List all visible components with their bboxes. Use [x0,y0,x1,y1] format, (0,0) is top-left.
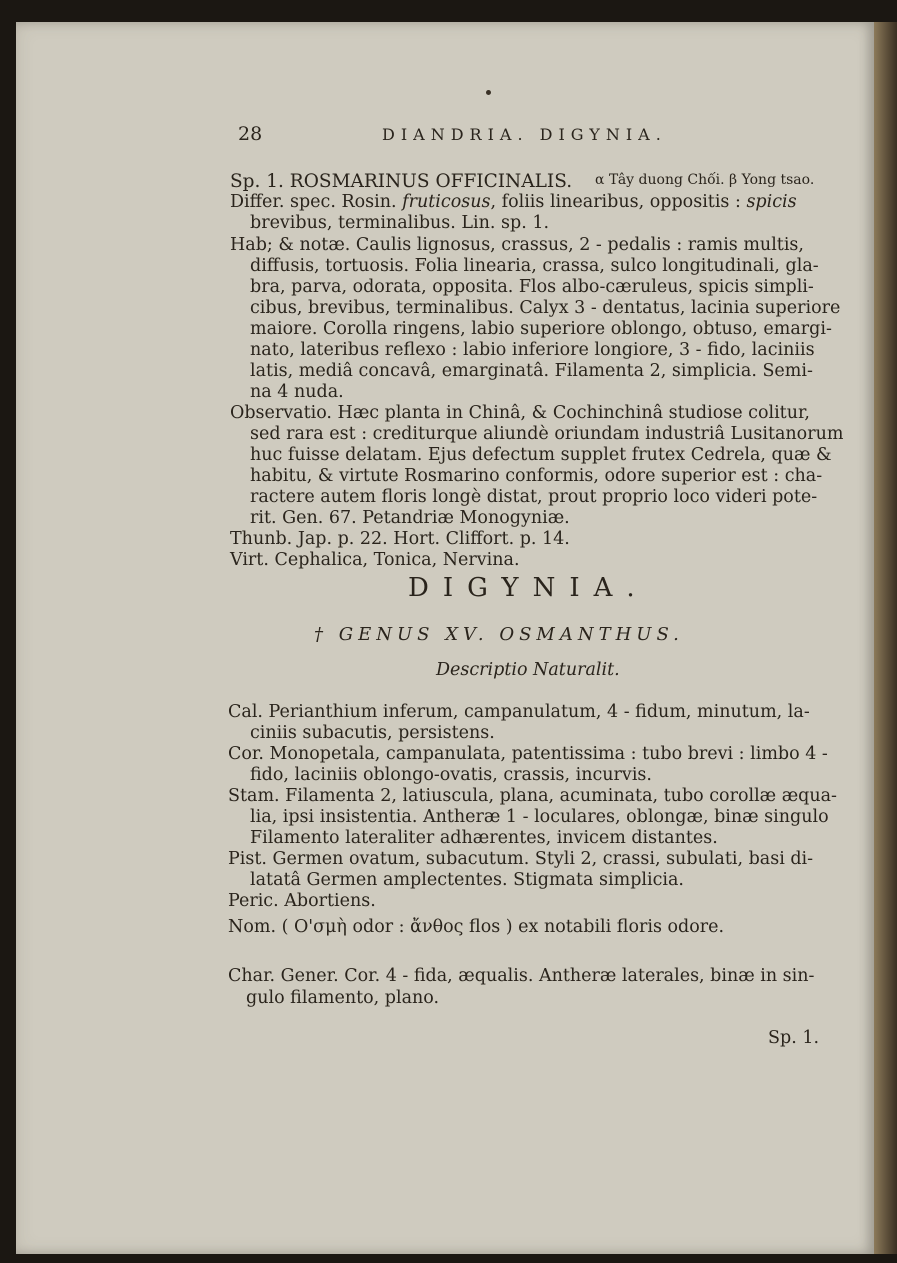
running-title: DIANDRIA. DIGYNIA. [382,125,667,144]
obs-line: habitu, & virtute Rosmarino conformis, odore superior est : cha- [250,466,823,486]
differ-line-2: brevibus, terminalibus. Lin. sp. 1. [250,213,550,233]
description-line: ciniis subacutis, persistens. [250,723,495,743]
thunb-reference: Thunb. Jap. p. 22. Hort. Cliffort. p. 14. [230,529,570,549]
ink-dot [486,90,491,95]
genus-heading: † GENUS XV. OSMANTHUS. [314,624,684,645]
hab-line: na 4 nuda. [250,382,344,402]
obs-line: Observatio. Hæc planta in Chinâ, & Cochinchinâ studiose colitur, [230,403,810,423]
hab-line: nato, lateribus reflexo : labio inferiore longiore, 3 - fido, laciniis [250,340,815,360]
catchword: Sp. 1. [768,1028,820,1048]
obs-line: ractere autem floris longè distat, prout proprio loco videri pote- [250,487,818,507]
hab-line: Hab; & notæ. Caulis lignosus, crassus, 2 - pedalis : ramis multis, [230,235,804,255]
description-line: Cor. Monopetala, campanulata, patentissima : tubo brevi : limbo 4 - [228,744,828,764]
description-line: Filamento lateraliter adhærentes, invicem distantes. [250,828,718,848]
description-line: Pist. Germen ovatum, subacutum. Styli 2, crassi, subulati, basi di- [228,849,814,869]
description-line: Cal. Perianthium inferum, campanulatum, 4 - fidum, minutum, la- [228,702,810,722]
obs-line: rit. Gen. 67. Petandriæ Monogyniæ. [250,508,570,528]
hab-line: bra, parva, odorata, opposita. Flos albo-cæruleus, spicis simpli- [250,277,814,297]
page-edge [874,22,897,1254]
description-line: lia, ipsi insistentia. Antheræ 1 - loculares, oblongæ, binæ singulo [250,807,829,827]
page-number: 28 [238,123,263,145]
character-line: gulo filamento, plano. [246,988,440,1008]
description-line: Stam. Filamenta 2, latiuscula, plana, acuminata, tubo corollæ æqua- [228,786,837,806]
description-heading: Descriptio Naturalit. [436,660,620,680]
hab-line: latis, mediâ concavâ, emarginatâ. Filamenta 2, simplicia. Semi- [250,361,813,381]
description-line: Nom. ( Ο'σμὴ odor : ἄνθος flos ) ex notabili floris odore. [228,917,725,937]
hab-line: diffusis, tortuosis. Folia linearia, crassa, sulco longitudinali, gla- [250,256,819,276]
obs-line: sed rara est : crediturque aliundè oriundam industriâ Lusitanorum [250,424,844,444]
hab-line: cibus, brevibus, terminalibus. Calyx 3 - dentatus, lacinia superiore [250,298,841,318]
section-title: DIGYNIA. [408,573,649,603]
description-line: Peric. Abortiens. [228,891,376,911]
differ-line: Differ. spec. Rosin. fruticosus, foliis linearibus, oppositis : spicis [230,192,797,212]
character-line: Char. Gener. Cor. 4 - fida, æqualis. Antheræ laterales, binæ in sin- [228,966,815,986]
description-line: fido, laciniis oblongo-ovatis, crassis, incurvis. [250,765,652,785]
species-title: Sp. 1. ROSMARINUS OFFICINALIS. [230,171,573,192]
description-line: latatâ Germen amplectentes. Stigmata simplicia. [250,870,684,890]
vernacular-names: α Tây duong Chối. β Yong tsao. [595,172,815,188]
obs-line: huc fuisse delatam. Ejus defectum supplet frutex Cedrela, quæ & [250,445,832,465]
hab-line: maiore. Corolla ringens, labio superiore oblongo, obtuso, emargi- [250,319,832,339]
virtues: Virt. Cephalica, Tonica, Nervina. [230,550,520,570]
